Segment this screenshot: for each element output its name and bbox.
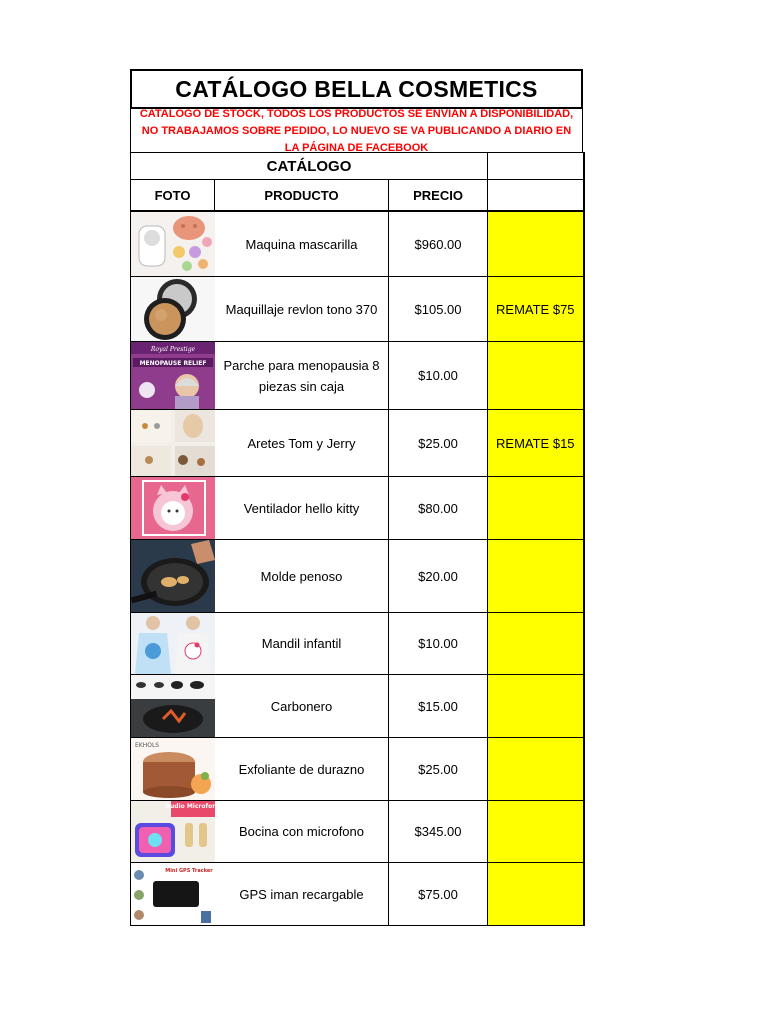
col-header-empty [488,180,584,212]
compact-powder-photo [131,277,215,341]
product-price: $960.00 [389,211,488,277]
carbonero-pan-photo [131,675,215,737]
col-header-precio: PRECIO [389,180,488,212]
product-note [488,801,584,863]
product-price: $345.00 [389,801,488,863]
product-name: Parche para menopausia 8 piezas sin caja [223,357,380,394]
product-price: $105.00 [389,277,488,342]
product-name: Carbonero [270,698,333,714]
patch-banner: MENOPAUSE RELIEF [139,360,207,367]
scrub-brand: EKHOLS [135,742,160,749]
table-row [131,738,584,801]
product-price: $25.00 [389,410,488,477]
table-row [131,410,584,477]
gps-banner: Mini GPS Tracker [165,868,213,874]
product-name: Exfoliante de durazno [238,761,365,777]
table-row [131,613,584,675]
product-name: Molde penoso [260,568,343,584]
earrings-photo [131,410,215,476]
product-name: Maquillaje revlon tono 370 [225,301,378,317]
table-row [131,863,584,926]
peach-scrub-photo [131,738,215,800]
kids-apron-photo [131,613,215,674]
product-note [488,540,584,613]
product-price: $80.00 [389,477,488,540]
product-name: GPS iman recargable [239,886,364,902]
product-price: $15.00 [389,675,488,738]
product-price: $10.00 [389,613,488,675]
pan-mold-photo [131,540,215,612]
speaker-banner: Audio Microfono [165,803,221,810]
product-price: $25.00 [389,738,488,801]
product-name: Ventilador hello kitty [243,500,360,516]
stock-notice-text: CATALOGO DE STOCK, TODOS LOS PRODUCTOS SE ENVIAN A DISPONIBILIDAD, NO TRABAJAMOS SOBRE PEDIDO, LO NUEVO SE VA PUBLICANDO A DIARIO EN LA PÁGINA DE FACEBOOK [139,108,574,154]
table-row [131,477,584,540]
product-name: Maquina mascarilla [245,236,358,252]
col-header-producto: PRODUCTO [215,180,389,212]
table-row [131,342,584,410]
product-note [488,211,584,277]
stock-notice [130,106,583,152]
product-price: $75.00 [389,863,488,926]
catalog-title: CATÁLOGO BELLA COSMETICS [130,69,583,109]
col-header-foto: FOTO [131,180,215,212]
product-note [488,477,584,540]
table-row [131,675,584,738]
product-table [130,152,585,926]
speaker-microphone-photo [131,801,221,862]
header-row [131,180,584,212]
table-row [131,211,584,277]
product-note [488,738,584,801]
product-note [488,675,584,738]
product-note [488,863,584,926]
product-price: $20.00 [389,540,488,613]
table-row [131,540,584,613]
patch-brand: Royal Prestige [150,346,196,353]
table-row [131,801,584,863]
gps-tracker-photo [131,863,215,925]
product-note [488,613,584,675]
product-name: Aretes Tom y Jerry [247,435,356,451]
hello-kitty-fan-photo [131,477,215,539]
product-note: REMATE $15 [488,410,584,477]
menopause-patch-photo [131,342,215,409]
product-name: Mandil infantil [261,636,342,651]
product-price: $10.00 [389,342,488,410]
product-name: Bocina con microfono [238,824,364,839]
face-mask-machine-photo [131,212,215,276]
table-row [131,277,584,342]
section-label: CATÁLOGO [131,153,488,180]
product-note: REMATE $75 [488,277,584,342]
product-note [488,342,584,410]
catalog-sheet [130,69,583,926]
